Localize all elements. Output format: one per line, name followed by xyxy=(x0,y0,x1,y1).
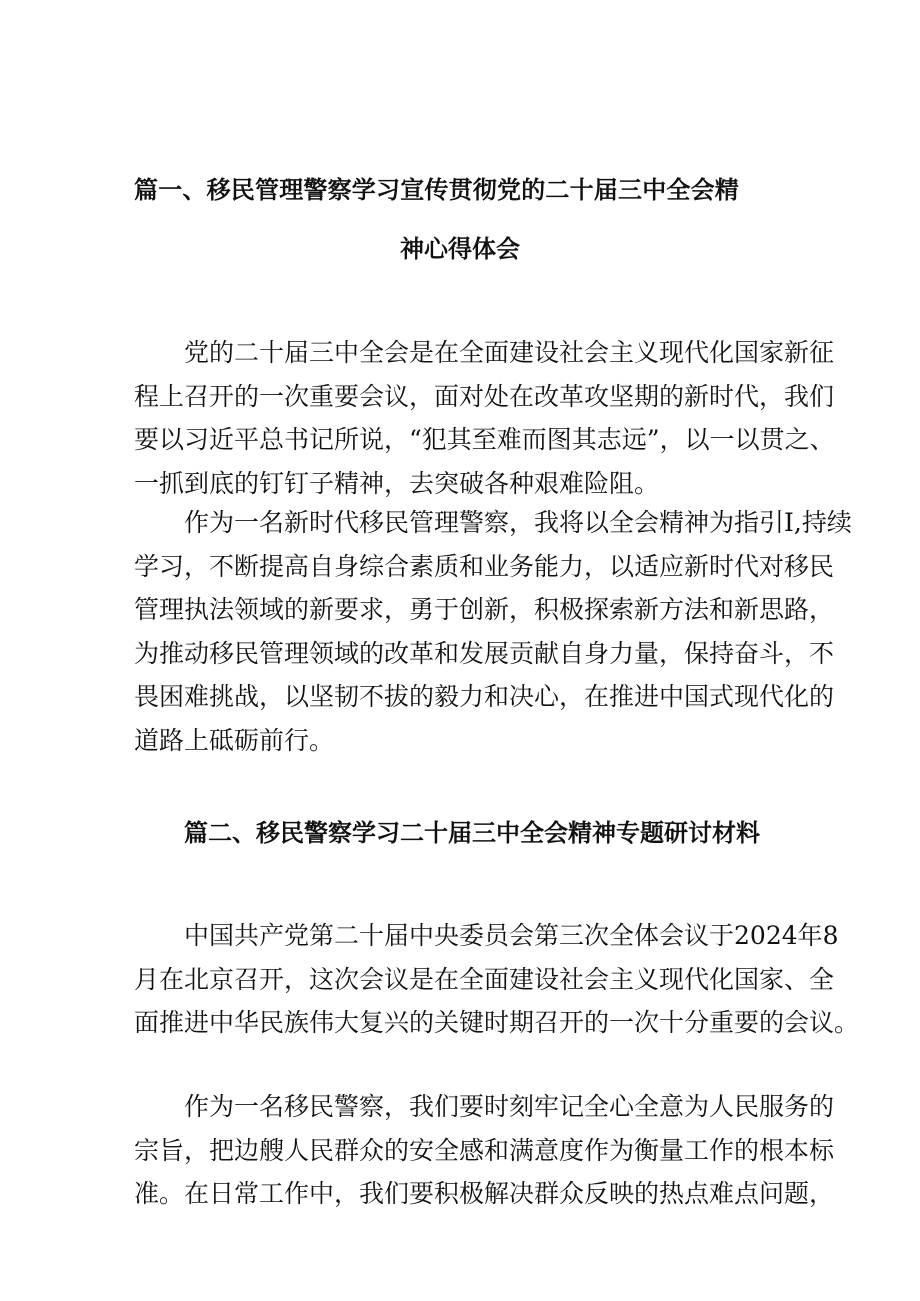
section2-title: 篇二、移民警察学习二十届三中全会精神专题研讨材料 xyxy=(184,819,760,847)
paragraph-line: 面推进中华民族伟大复兴的关键时期召开的一次十分重要的会议。 xyxy=(134,1008,860,1037)
section1-title-line2: 神心得体会 xyxy=(400,235,520,263)
paragraph-line: 作为一名新时代移民管理警察，我将以全会精神为指引I,持续 xyxy=(184,508,852,537)
paragraph-line: 学习，不断提高自身综合素质和业务能力，以适应新时代对移民 xyxy=(134,551,835,581)
section1-paragraph-1 xyxy=(134,331,835,505)
paragraph-line: 准。在日常工作中，我们要积极解决群众反映的热点难点问题， xyxy=(134,1179,835,1208)
paragraph-line: 作为一名移民警察，我们要时刻牢记全心全意为人民服务的 xyxy=(184,1092,835,1121)
paragraph-line: 道路上砥砺前行。 xyxy=(134,725,335,755)
paragraph-line: 月在北京召开，这次会议是在全面建设社会主义现代化国家、全 xyxy=(134,964,835,994)
paragraph-line: 程上召开的一次重要会议，面对处在改革攻坚期的新时代，我们 xyxy=(134,381,835,411)
paragraph-line: 畏困难挑战，以坚韧不拔的毅力和决心，在推进中国式现代化的 xyxy=(134,682,835,711)
paragraph-line: 一抓到底的钉钉子精神，去突破各种艰难险阻。 xyxy=(134,468,660,498)
paragraph-line: 中国共产党第二十届中央委员会第三次全体会议于2024年8 xyxy=(184,921,839,950)
section2-paragraph-2 xyxy=(134,1085,835,1216)
paragraph-line: 党的二十届三中全会是在全面建设社会主义现代化国家新征 xyxy=(184,338,835,367)
paragraph-line: 为推动移民管理领域的改革和发展贡献自身力量，保持奋斗，不 xyxy=(134,638,835,668)
paragraph-line: 要以习近平总书记所说，“犯其至难而图其志远”，以一以贯之、 xyxy=(134,425,835,454)
section2-paragraph-1 xyxy=(134,914,860,1045)
paragraph-line: 管理执法领域的新要求，勇于创新，积极探索新方法和新思路， xyxy=(134,595,835,624)
paragraph-line: 宗旨，把边艘人民群众的安全感和满意度作为衡量工作的根本标 xyxy=(134,1135,835,1165)
section1-title-line1: 篇一、移民管理警察学习宣传贯彻党的二十届三中全会精 xyxy=(134,176,739,204)
section1-paragraph-2 xyxy=(134,501,852,762)
